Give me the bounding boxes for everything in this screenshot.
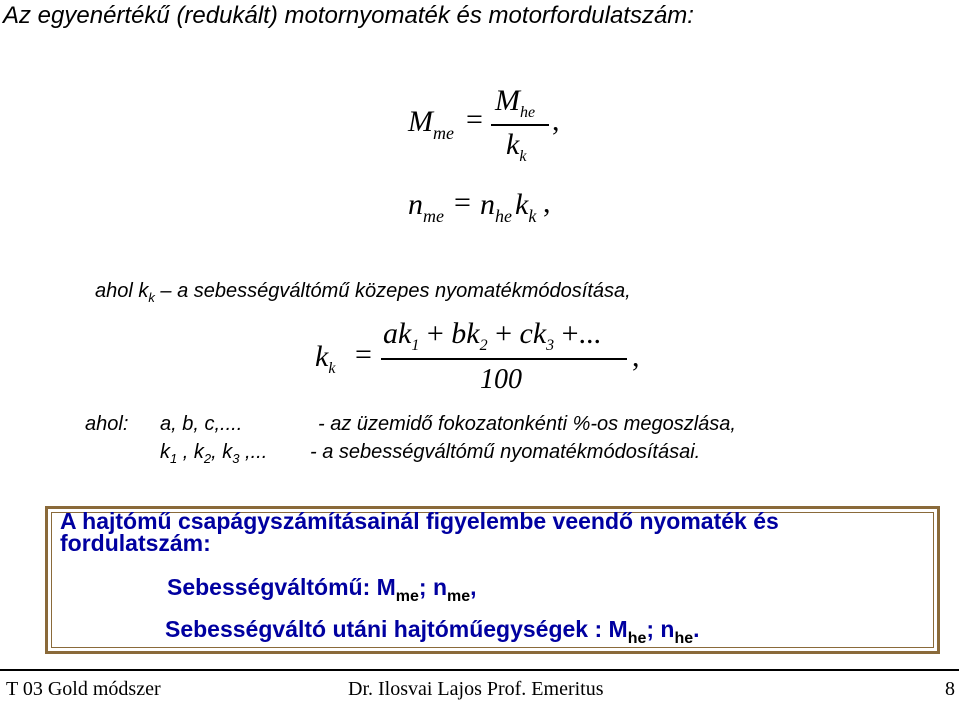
eq3-numerator: $ak_1 + bk_2 + ck_3$ +... [383,317,602,354]
ahol-kk-description: ahol $k_k$ – a sebességváltómű közepes nyomatékmódosítása, [95,280,631,305]
footer-page-number: 8 [945,678,955,700]
eq1-lhs: $M_{me}$ [408,105,454,143]
eq1-equals: = [466,103,483,136]
box-line-after-gearbox: Sebességváltó utáni hajtóműegységek : $M_{he}$; $n_{he}$. [165,616,700,647]
eq1-fraction-bar [491,124,549,126]
ahol-label: ahol: [85,413,129,435]
ahol-vars: a, b, c,.... [160,413,243,435]
eq2-equals: = [454,186,471,219]
eq2-comma: , [543,186,551,219]
eq3-denominator: 100 [480,364,522,395]
page-title: Az egyenértékű (redukált) motornyomaték és motorfordulatszám: [3,2,694,29]
eq3-comma: , [632,340,640,373]
ahol-k-list: $k_1$ , $k_2$, $k_3$ ,... [160,441,268,466]
footer-divider [0,669,959,671]
eq3-lhs: $k_k$ [315,340,336,377]
ahol-vars-description: - az üzemidő fokozatonkénti %-os megoszlása, [318,413,736,435]
eq3-equals: = [355,338,372,371]
eq3-fraction-bar [381,358,627,360]
eq2-lhs: $n_{me}$ [408,188,444,226]
box-heading: A hajtómű csapágyszámításainál figyelembe veendő nyomaték és fordulatszám: [60,508,779,556]
eq2-rhs: $n_{he}$ $k_k$ [480,188,537,226]
footer-left: T 03 Gold módszer [6,678,161,700]
eq1-numerator: $M_{he}$ [495,84,536,121]
box-line-gearbox: Sebességváltómű: $M_{me}$; $n_{me}$, [167,574,477,605]
footer-author: Dr. Ilosvai Lajos Prof. Emeritus [348,678,604,700]
eq1-denominator: $k_k$ [506,128,527,165]
eq1-comma: , [552,104,560,137]
ahol-k-description: - a sebességváltómű nyomatékmódosításai. [310,441,701,463]
